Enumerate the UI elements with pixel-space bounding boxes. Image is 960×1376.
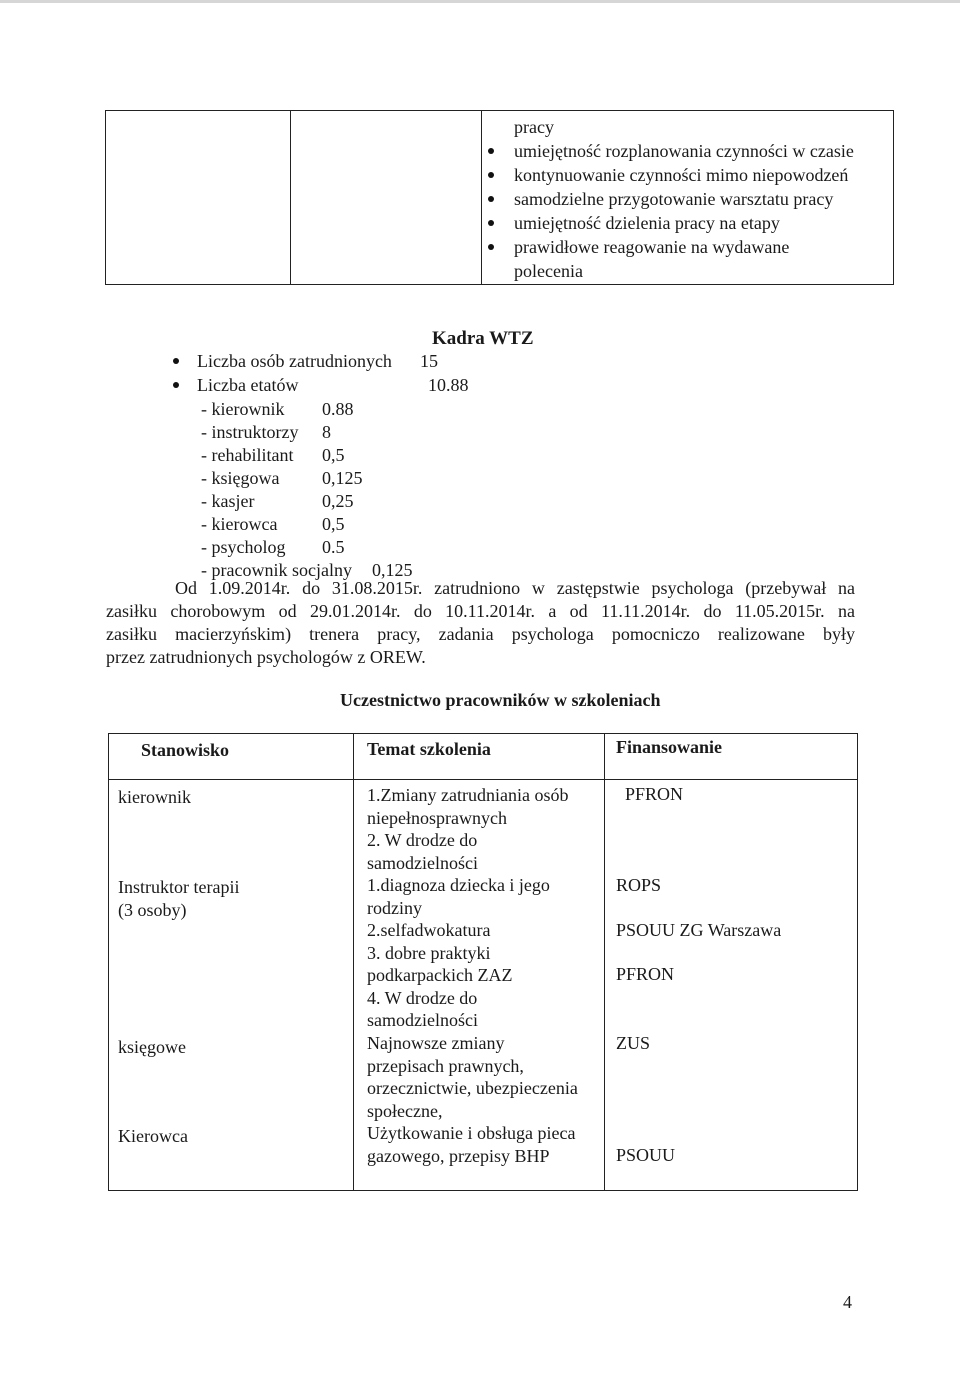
cell-line: (3 osoby) <box>118 899 187 920</box>
etaty-value: 10.88 <box>428 375 469 395</box>
cell-line: gazowego, przepisy BHP <box>367 1145 550 1166</box>
cell-line: Najnowsze zmiany <box>367 1033 505 1053</box>
cell-line: niepełnosprawnych <box>367 807 507 828</box>
position-value: 0,125 <box>322 468 363 488</box>
position-value: 0,25 <box>322 491 354 511</box>
column-header-funding: Finansowanie <box>616 737 723 757</box>
position-label: - księgowa <box>201 468 280 488</box>
cell-line: Instruktor terapii <box>118 877 240 897</box>
table-row-funding <box>625 783 683 806</box>
table-row-topic <box>367 1122 575 1167</box>
cell-line: 2.selfadwokatura <box>367 920 491 940</box>
position-label: - kierownik <box>201 399 285 419</box>
table-column-divider <box>290 111 291 284</box>
table-column-divider <box>481 111 482 284</box>
position-value: 0,5 <box>322 445 345 465</box>
position-label: - rehabilitant <box>201 445 294 465</box>
skills-list <box>488 139 854 283</box>
table-row-position <box>118 1125 188 1148</box>
cell-line: samodzielności <box>367 1010 478 1030</box>
cell-line: ROPS <box>616 875 662 895</box>
position-label: - instruktorzy <box>201 422 299 442</box>
cell-line: PFRON <box>625 784 684 804</box>
training-table <box>108 733 858 1191</box>
cell-line: PSOUU ZG Warszawa <box>616 919 782 940</box>
position-value: 0.88 <box>322 399 354 419</box>
paragraph-line: zasiłku chorobowym od 29.01.2014r. do 10.11.2014r. a od 11.11.2014r. do 11.05.2015r. na <box>106 601 855 621</box>
position-label: - kierowca <box>201 514 278 534</box>
staff-note-paragraph <box>106 577 855 669</box>
list-item: prawidłowe reagowanie na wydawane <box>488 235 854 259</box>
cell-line: społeczne, <box>367 1100 443 1121</box>
list-item: samodzielne przygotowanie warsztatu pracy <box>488 187 854 211</box>
cell-line: 4. W drodze do <box>367 987 478 1008</box>
cell-line: Użytkowanie i obsługa pieca <box>367 1123 576 1143</box>
table-row-funding <box>616 1032 650 1055</box>
list-item: umiejętność dzielenia pracy na etapy <box>488 211 854 235</box>
table-row-topic <box>367 784 568 874</box>
position-label: - pracownik socjalny <box>201 560 352 580</box>
table-column-divider <box>604 734 605 1190</box>
cell-line: podkarpackich ZAZ <box>367 965 513 985</box>
table-row-position <box>118 786 191 809</box>
position-value: 8 <box>322 422 331 442</box>
table-column-divider <box>353 734 354 1190</box>
paragraph-line: zasiłku macierzyńskim) trenera pracy, zadania psychologa pomocniczo realizowane były <box>106 624 855 644</box>
paragraph-line: Od 1.09.2014r. do 31.08.2015r. zatrudniono w zastępstwie psychologa (przebywał na <box>175 578 855 598</box>
section-heading-training: Uczestnictwo pracowników w szkoleniach <box>340 690 661 710</box>
employees-label: Liczba osób zatrudnionych <box>197 351 392 371</box>
table-header-divider <box>109 779 857 780</box>
cell-line: przepisach prawnych, <box>367 1055 524 1076</box>
cell-line: ZUS <box>616 1033 651 1053</box>
table-row-funding <box>616 874 781 986</box>
cell-line: rodziny <box>367 897 422 918</box>
cell-line: 2. W drodze do <box>367 830 478 850</box>
paragraph-line: przez zatrudnionych psychologów z OREW. <box>106 647 426 667</box>
table-row-topic <box>367 1032 578 1122</box>
cell-line: księgowe <box>118 1037 186 1057</box>
cell-line: orzecznictwie, ubezpieczenia <box>367 1078 578 1098</box>
table-row-position <box>118 1036 186 1059</box>
cell-line: PSOUU <box>616 1145 676 1165</box>
section-heading-kadra: Kadra WTZ <box>432 328 534 349</box>
skills-table-continuation <box>105 110 894 285</box>
list-item-continuation: polecenia <box>514 261 583 281</box>
cell-line: 3. dobre praktyki <box>367 942 491 963</box>
employees-value: 15 <box>420 351 438 371</box>
list-item: umiejętność rozplanowania czynności w czasie <box>488 139 854 163</box>
position-value: 0.5 <box>322 537 345 557</box>
table-row-funding <box>616 1144 675 1167</box>
etaty-label: Liczba etatów <box>197 375 299 395</box>
cell-line: PFRON <box>616 964 675 984</box>
position-value: 0,5 <box>322 514 345 534</box>
column-header-topic: Temat szkolenia <box>367 739 491 759</box>
position-label: - psycholog <box>201 537 286 557</box>
position-label: - kasjer <box>201 491 255 511</box>
cell-line: Kierowca <box>118 1126 188 1146</box>
column-header-position: Stanowisko <box>141 740 230 760</box>
cell-line: kierownik <box>118 787 191 807</box>
table-row-topic <box>367 874 550 1032</box>
position-value: 0,125 <box>372 560 413 580</box>
skill-continuation-text: pracy <box>514 117 554 137</box>
list-item: kontynuowanie czynności mimo niepowodzeń <box>488 163 854 187</box>
page-number: 4 <box>843 1292 852 1312</box>
table-row-position <box>118 876 239 921</box>
scan-edge <box>0 0 960 3</box>
cell-line: 1.Zmiany zatrudniania osób <box>367 785 569 805</box>
cell-line: 1.diagnoza dziecka i jego <box>367 875 550 895</box>
cell-line: samodzielności <box>367 852 478 873</box>
